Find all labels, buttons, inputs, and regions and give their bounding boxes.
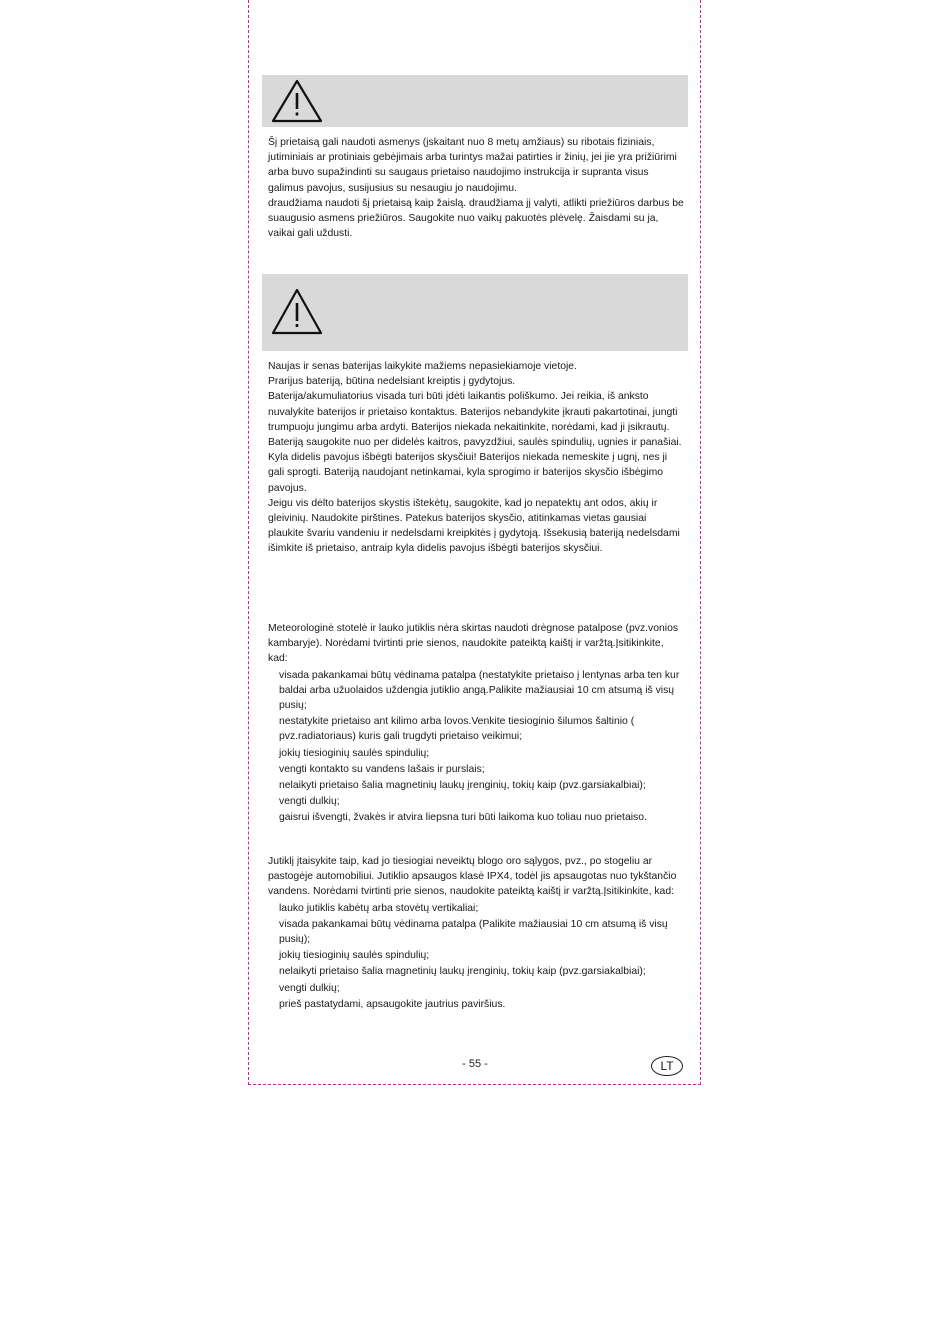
paragraph: Šį prietaisą gali naudoti asmenys (įskaitant nuo 8 metų amžiaus) su ribotais fiziniais, jutiminiais ar protiniais gebėjimais arba turintys mažai patirties ir žinių, jei jie yra prižiūrimi arba buvo supažindinti su saugaus prietaiso naudojimo instrukcija ir supranta visus galimus pavojus, susijusius su nesaugiu jo naudojimu. xyxy=(268,137,677,194)
warning-banner-1 xyxy=(262,75,688,127)
list-item: visada pakankamai būtų vėdinama patalpa (Palikite mažiausiai 10 cm atsumą iš visų pusių); xyxy=(279,918,668,946)
list-item: visada pakankamai būtų vėdinama patalpa (nestatykite prietaiso į lentynas arba ten kur baldai arba užuolaidos uždengia jutiklio angą.Palikite mažiausiai 10 cm atsumą iš visų pusių; xyxy=(279,669,680,712)
warning-banner-2 xyxy=(262,274,688,351)
list-item: nestatykite prietaiso ant kilimo arba lovos.Venkite tiesioginio šilumos šaltinio ( pvz.radiatoriaus) kuris gali trugdyti prietaiso veikimui; xyxy=(279,716,635,743)
paragraph: Naujas ir senas baterijas laikykite mažiems nepasiekiamoje vietoje. xyxy=(268,361,577,372)
warning-triangle-icon xyxy=(270,78,324,124)
paragraph: Jutiklį įtaisykite taip, kad jo tiesiogiai neveiktų blogo oro sąlygos, pvz., po stogeliu ar pastogėje automobiliui. Jutiklio apsaugos klasė IPX4, todėl jis apsaugotas nuo tykštančio vandens. Norėdami tvirtinti prie sienos, naudokite pateiktą kaištį ir varžtą.Įsitikinkite, kad: xyxy=(268,856,677,898)
list-item: jokių tiesioginių saulės spindulių; xyxy=(279,950,430,962)
language-badge: LT xyxy=(651,1056,683,1076)
paragraph: draudžiama naudoti šį prietaisą kaip žaislą. draudžiama jį valyti, atlikti priežiūros darbus be suaugusio asmens priežiūros. Saugokite nuo vaikų pakuotės plėvelę. Žaisdami su ja, vaikai gali uždusti. xyxy=(268,197,684,240)
placement-station-section xyxy=(268,621,684,826)
placement-sensor-section xyxy=(268,854,684,1012)
paragraph: Meteorologinė stotelė ir lauko jutiklis nėra skirtas naudoti drėgnose patalpose (pvz.vonios kambaryje). Norėdami tvirtinti prie sienos, naudokite pateiktą kaištį ir varžtą.Įsitikinkite, kad: xyxy=(268,623,679,665)
list-item: nelaikyti prietaiso šalia magnetinių laukų įrenginių, tokių kaip (pvz.garsiakalbiai); xyxy=(279,966,646,978)
warning-triangle-icon xyxy=(270,287,324,337)
list-item: gaisrui išvengti, žvakės ir atvira liepsna turi būti laikoma kuo toliau nuo prietaiso. xyxy=(279,812,647,824)
list-item: nelaikyti prietaiso šalia magnetinių laukų įrenginių, tokių kaip (pvz.garsiakalbiai); xyxy=(279,780,646,792)
list-item: vengti dulkių; xyxy=(279,982,340,994)
paragraph: Jeigu vis dėlto baterijos skystis ištekėtų, saugokite, kad jo nepatektų ant odos, akių ir gleivinių. Naudokite pirštines. Patekus baterijos skysčio, atitinkamas vietas gausiai plaukite švariu vandeniu ir nedelsdami kreipkitės į gydytoją. Išsekusią bateriją nedelsdami išimkite iš prietaiso, antraip kyla didelis pavojus išbėgti baterijos skysčiui. xyxy=(268,497,680,555)
page-number: - 55 - xyxy=(462,1058,488,1070)
list-item: jokių tiesioginių saulės spindulių; xyxy=(279,747,430,759)
list-item: prieš pastatydami, apsaugokite jautrius paviršius. xyxy=(279,998,506,1010)
paragraph: Prarijus bateriją, būtina nedelsiant kreiptis į gydytojus. xyxy=(268,376,516,388)
paragraph: Baterija/akumuliatorius visada turi būti įdėti laikantis poliškumo. Jei reikia, iš anksto nuvalykite baterijos ir prietaiso kontaktus. Baterijos nebandykite įkrauti pakartotinai, jungti trumpuoju jungimu arba ardyti. Baterijos niekada nekaitinkite, norėdami, kad ji įsikrautų. Bateriją saugokite nuo per didelės kaitros, pavyzdžiui, saulės spindulių, ugnies ir panašiai. Kyla didelis pavojus išbėgti baterijos skysčiui! Baterijos niekada nemeskite į ugnį, nes ji gali sprogti. Bateriją naudojant netinkamai, kyla sprogimo ir baterijos skysčio išbėgimo pavojus. xyxy=(268,391,682,494)
list-item: lauko jutiklis kabėtų arba stovėtų vertikaliai; xyxy=(279,902,479,914)
list-item: vengti kontakto su vandens lašais ir purslais; xyxy=(279,763,485,775)
list-item: vengti dulkių; xyxy=(279,796,340,808)
battery-safety-section xyxy=(268,359,684,557)
child-safety-section xyxy=(268,135,684,241)
